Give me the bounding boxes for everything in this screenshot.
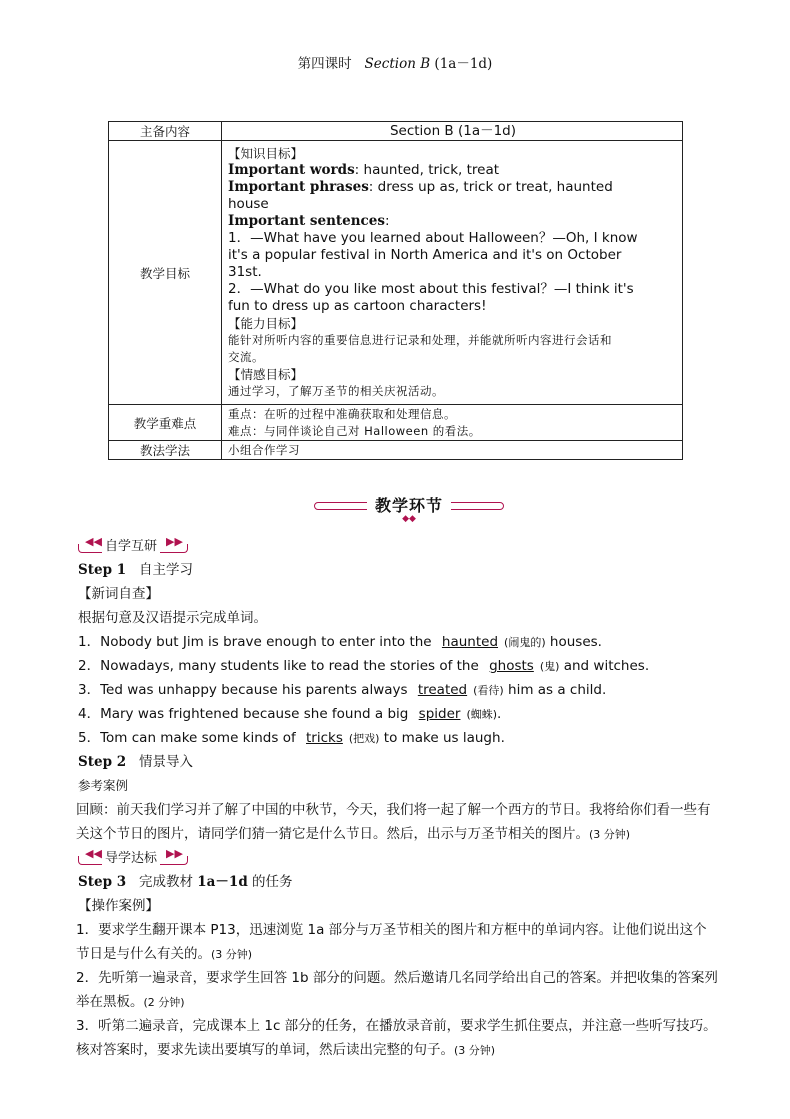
step-2-heading: [78, 751, 748, 773]
sentence-2-line-1: 2．—What do you like most about this festival？—I think it's: [228, 281, 634, 297]
phrases-label: Important phrases: [228, 179, 369, 195]
step-2-title: 情景导入: [138, 754, 193, 770]
words-list: : haunted, trick, treat: [354, 162, 500, 178]
lesson-label: 第四课时: [297, 56, 352, 72]
emotion-goal-text: 通过学习，了解万圣节的相关庆祝活动。: [228, 384, 444, 398]
sentences-colon: :: [384, 213, 390, 229]
item-text: 1．Nobody but Jim is brave enough to enter into the: [78, 634, 432, 650]
tag-self-study: [78, 537, 188, 553]
item-tail: and witches.: [559, 658, 650, 674]
difficult-point: 难点：与同伴谈论自己对 Halloween 的看法。: [228, 423, 481, 438]
sentence-2-line-2: fun to dress up as cartoon characters!: [228, 298, 487, 314]
sentence-1-line-2: it's a popular festival in North America and it's on October: [228, 247, 622, 263]
op1-time: (3 分钟): [211, 948, 253, 961]
section-range: (1a－1d): [434, 56, 493, 72]
vocab-item-3: [78, 679, 748, 702]
page-title: [0, 52, 790, 72]
tag-self-study-label: 自学互研: [102, 535, 160, 554]
step-3-label: Step 3: [78, 874, 127, 890]
row-goals-label: 教学目标: [109, 141, 222, 405]
vocab-heading: 【新词自查】: [78, 586, 159, 602]
op3-line-2: 核对答案时，要求先读出要填写的单词，然后读出完整的句子。: [76, 1042, 454, 1058]
step-3-heading: [78, 871, 748, 893]
item-tail: houses.: [545, 634, 602, 650]
op2-time: (2 分钟): [143, 996, 185, 1009]
double-chevron-left-icon: ◀◀: [85, 535, 102, 548]
operation-heading: 【操作案例】: [78, 898, 159, 914]
operation-3: [76, 1014, 746, 1063]
item-tail: him as a child.: [503, 682, 607, 698]
review-line-1: 回顾：前天我们学习并了解了中国的中秋节，今天，我们将一起了解一个西方的节日。我将给你们看一些有: [76, 802, 711, 818]
step-1-heading: [78, 559, 748, 581]
row-keypoints-content: [222, 405, 683, 441]
review-line-2: 关这个节日的图片，请同学们猜一猜它是什么节日。然后，出示与万圣节相关的图片。: [76, 826, 589, 842]
emotion-goal-heading: 【情感目标】: [228, 367, 304, 382]
sentences-label: Important sentences: [228, 213, 385, 229]
row-main-content-value: Section B (1a－1d): [222, 122, 683, 141]
ability-goal-line-2: 交流。: [228, 350, 264, 364]
step-1-label: Step 1: [78, 562, 127, 578]
hint: (鬼): [539, 660, 560, 673]
answer-blank: spider: [418, 706, 461, 722]
item-tail: to make us laugh.: [379, 730, 505, 746]
hint: (把戏): [348, 732, 380, 745]
hint: (看待): [473, 684, 504, 697]
vocab-item-2: [78, 655, 748, 678]
reference-case-label: 参考案例: [78, 778, 129, 793]
answer-blank: ghosts: [489, 658, 534, 674]
ability-goal-line-1: 能针对所听内容的重要信息进行记录和处理，并能就所听内容进行会话和: [228, 333, 612, 347]
step-3-title: 完成教材: [138, 874, 198, 890]
answer-blank: tricks: [306, 730, 343, 746]
diamond-ornament-icon: ◆◆: [402, 514, 416, 524]
tag-guided: [78, 849, 188, 865]
op3-line-1: 3．听第二遍录音，完成课本上 1c 部分的任务，在播放录音前，要求学生抓住要点，并注意一些听写技巧。: [76, 1018, 717, 1034]
hint: (闹鬼的): [504, 636, 546, 649]
row-main-content-label: 主备内容: [109, 122, 222, 141]
sentence-1-line-3: 31st.: [228, 264, 262, 280]
answer-blank: treated: [417, 682, 468, 698]
step-3-title-tail: 的任务: [247, 874, 293, 890]
answer-blank: haunted: [441, 634, 499, 650]
op1-line-2: 节日是与什么有关的。: [76, 946, 211, 962]
hint: (蜘蛛): [466, 708, 498, 721]
phrases-list-cont: house: [228, 196, 269, 212]
item-text: 3．Ted was unhappy because his parents always: [78, 682, 408, 698]
sentence-1-line-1: 1．—What have you learned about Halloween？—Oh, I know: [228, 230, 638, 246]
step-3-range: 1a－1d: [197, 874, 248, 890]
double-chevron-right-icon: ▶▶: [166, 535, 183, 548]
double-chevron-left-icon: ◀◀: [85, 847, 102, 860]
item-tail: .: [497, 706, 502, 722]
ability-goal-heading: 【能力目标】: [228, 316, 304, 331]
key-point: 重点：在听的过程中准确获取和处理信息。: [228, 406, 456, 421]
row-method-content: 小组合作学习: [222, 441, 683, 460]
row-goals-content: [222, 141, 683, 405]
review-paragraph: [76, 798, 746, 847]
vocab-item-5: [78, 727, 748, 750]
item-text: 5．Tom can make some kinds of: [78, 730, 296, 746]
review-time: (3 分钟): [589, 828, 631, 841]
vocab-instruction: 根据句意及汉语提示完成单词。: [78, 610, 267, 626]
phrases-list: : dress up as, trick or treat, haunted: [368, 179, 613, 195]
knowledge-goal-heading: 【知识目标】: [228, 146, 304, 161]
item-text: 4．Mary was frightened because she found a big: [78, 706, 409, 722]
vocab-item-1: [78, 631, 748, 654]
op3-time: (3 分钟): [454, 1044, 496, 1057]
operation-2: [76, 966, 746, 1015]
row-method-label: 教法学法: [109, 441, 222, 460]
tag-guided-label: 导学达标: [102, 847, 160, 866]
vocab-item-4: [78, 703, 748, 726]
step-1-title: 自主学习: [138, 562, 193, 578]
banner-title: 教学环节: [367, 493, 451, 516]
op1-line-1: 1．要求学生翻开课本 P13，迅速浏览 1a 部分与万圣节相关的图片和方框中的单词内容。让他们说出这个: [76, 922, 707, 938]
op2-line-2: 举在黑板。: [76, 994, 144, 1010]
operation-1: [76, 918, 746, 967]
double-chevron-right-icon: ▶▶: [166, 847, 183, 860]
step-2-label: Step 2: [78, 754, 127, 770]
item-text: 2．Nowadays, many students like to read the stories of the: [78, 658, 479, 674]
words-label: Important words: [228, 162, 355, 178]
section-banner: [314, 494, 504, 524]
section-label: Section B: [364, 56, 431, 72]
op2-line-1: 2．先听第一遍录音，要求学生回答 1b 部分的问题。然后邀请几名同学给出自己的答案。并把收集的答案列: [76, 970, 718, 986]
lesson-info-table: [108, 121, 683, 460]
row-keypoints-label: 教学重难点: [109, 405, 222, 441]
